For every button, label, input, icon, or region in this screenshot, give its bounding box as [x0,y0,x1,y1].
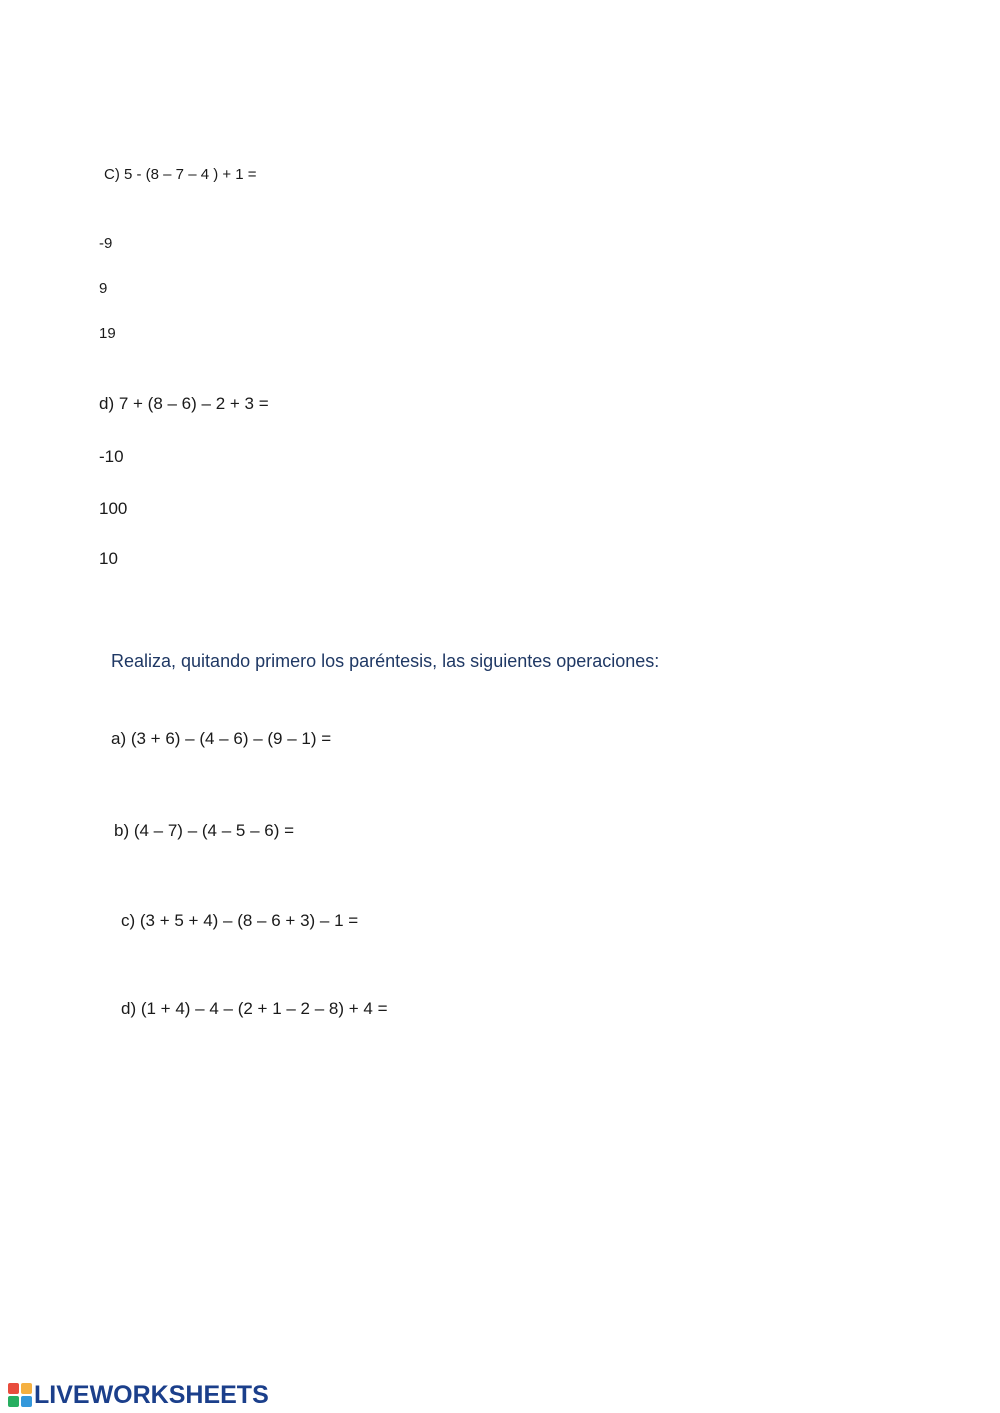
question-c: C) 5 - (8 – 7 – 4 ) + 1 = [104,166,257,183]
liveworksheets-logo-icon [8,1383,32,1407]
operation-d: d) (1 + 4) – 4 – (2 + 1 – 2 – 8) + 4 = [121,999,388,1018]
operation-c: c) (3 + 5 + 4) – (8 – 6 + 3) – 1 = [121,911,359,930]
instruction-text: Realiza, quitando primero los paréntesis, las siguientes operaciones: [111,651,660,671]
option-c-2[interactable]: 9 [99,280,108,297]
operation-b: b) (4 – 7) – (4 – 5 – 6) = [114,821,295,840]
question-d: d) 7 + (8 – 6) – 2 + 3 = [99,394,269,413]
option-d-3[interactable]: 10 [99,549,118,568]
option-d-2[interactable]: 100 [99,499,128,518]
liveworksheets-logo [8,1381,269,1409]
option-c-3[interactable]: 19 [99,325,116,342]
option-d-1[interactable]: -10 [99,447,124,466]
option-c-1[interactable]: -9 [99,235,113,252]
logo-text: LIVEWORKSHEETS [34,1380,269,1409]
operation-a: a) (3 + 6) – (4 – 6) – (9 – 1) = [111,729,332,748]
